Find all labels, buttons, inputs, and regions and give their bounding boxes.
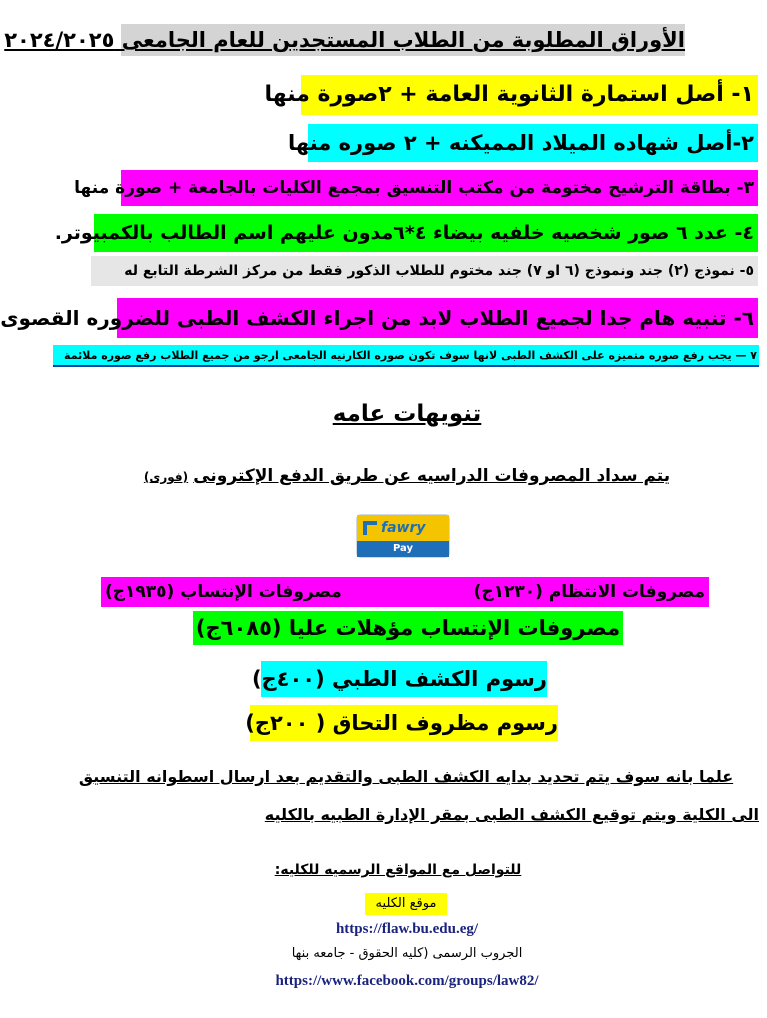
list-item-5: ٥- نموذج (٢) جند ونموذج (٦ او ٧) جند مختوم للطلاب الذكور فقط من مركز الشرطة التابع له [91, 256, 758, 286]
fee-medical: رسوم الكشف الطبي (٤٠٠ج) [261, 661, 547, 697]
note-line-2: الى الكلية ويتم توقيع الكشف الطبى بمقر الإدارة الطبيه بالكليه [264, 805, 759, 824]
fawry-mark-icon [363, 521, 377, 535]
list-item-4: ٤- عدد ٦ صور شخصيه خلفيه بيضاء ٤*٦مدون عليهم اسم الطالب بالكمبيوتر. [94, 214, 758, 252]
group-link[interactable]: https://www.facebook.com/groups/law82/ [275, 973, 539, 989]
list-item-3: ٣- بطاقة الترشيح مختومة من مكتب التنسيق بمجمع الكليات بالجامعة + صورة منها [121, 170, 758, 206]
fawry-logo-bottom: Pay [357, 541, 449, 557]
fawry-logo [357, 515, 449, 557]
fawry-logo-top [357, 515, 449, 541]
contact-heading: للتواصل مع المواقع الرسميه للكليه: [274, 862, 522, 878]
fee-affiliation-higher: مصروفات الإنتساب مؤهلات عليا (٦٠٨٥ج) [193, 611, 623, 645]
list-item-1: ١- أصل استمارة الثانوية العامة + ٢صورة منها [301, 75, 758, 115]
payment-text: يتم سداد المصروفات الدراسيه عن طريق الدفع الإكترونى [193, 466, 671, 486]
list-item-6: ٦- تنبيه هام جدا لجميع الطلاب لابد من اجراء الكشف الطبى للضروره القصوى [117, 298, 758, 338]
list-item-2: ٢-أصل شهاده الميلاد المميكنه + ٢ صوره منها [308, 124, 758, 162]
list-item-7: ٧ — يجب رفع صوره متميزه على الكشف الطبى لانها سوف تكون صوره الكارنيه الجامعى ارجو من جميع الطلاب رفع صوره ملائمة [53, 345, 759, 367]
group-label: الجروب الرسمى (كليه الحقوق - جامعه بنها [291, 946, 523, 961]
note-line-1: علما بانه سوف يتم تحديد بدايه الكشف الطبى والتقديم بعد ارسال اسطوانه التنسيق [78, 767, 734, 786]
fee-affiliation: مصروفات الإنتساب (١٩٣٥ج) [105, 582, 342, 602]
payment-method: (فورى) [143, 470, 189, 484]
section-heading: تنويهات عامه [332, 401, 482, 427]
fawry-brand-text: fawry [381, 520, 426, 536]
page-title: الأوراق المطلوبة من الطلاب المستجدين للعام الجامعى ٢٠٢٤/٢٠٢٥ [121, 24, 685, 56]
fees-row-1 [101, 577, 709, 607]
fee-regular: مصروفات الانتظام (١٢٣٠ج) [473, 582, 705, 602]
site-label: موقع الكليه [365, 893, 447, 915]
fee-envelope: رسوم مظروف التحاق ( ٢٠٠ج) [250, 705, 558, 741]
payment-line [107, 462, 707, 490]
site-link[interactable]: https://flaw.bu.edu.eg/ [335, 921, 479, 937]
